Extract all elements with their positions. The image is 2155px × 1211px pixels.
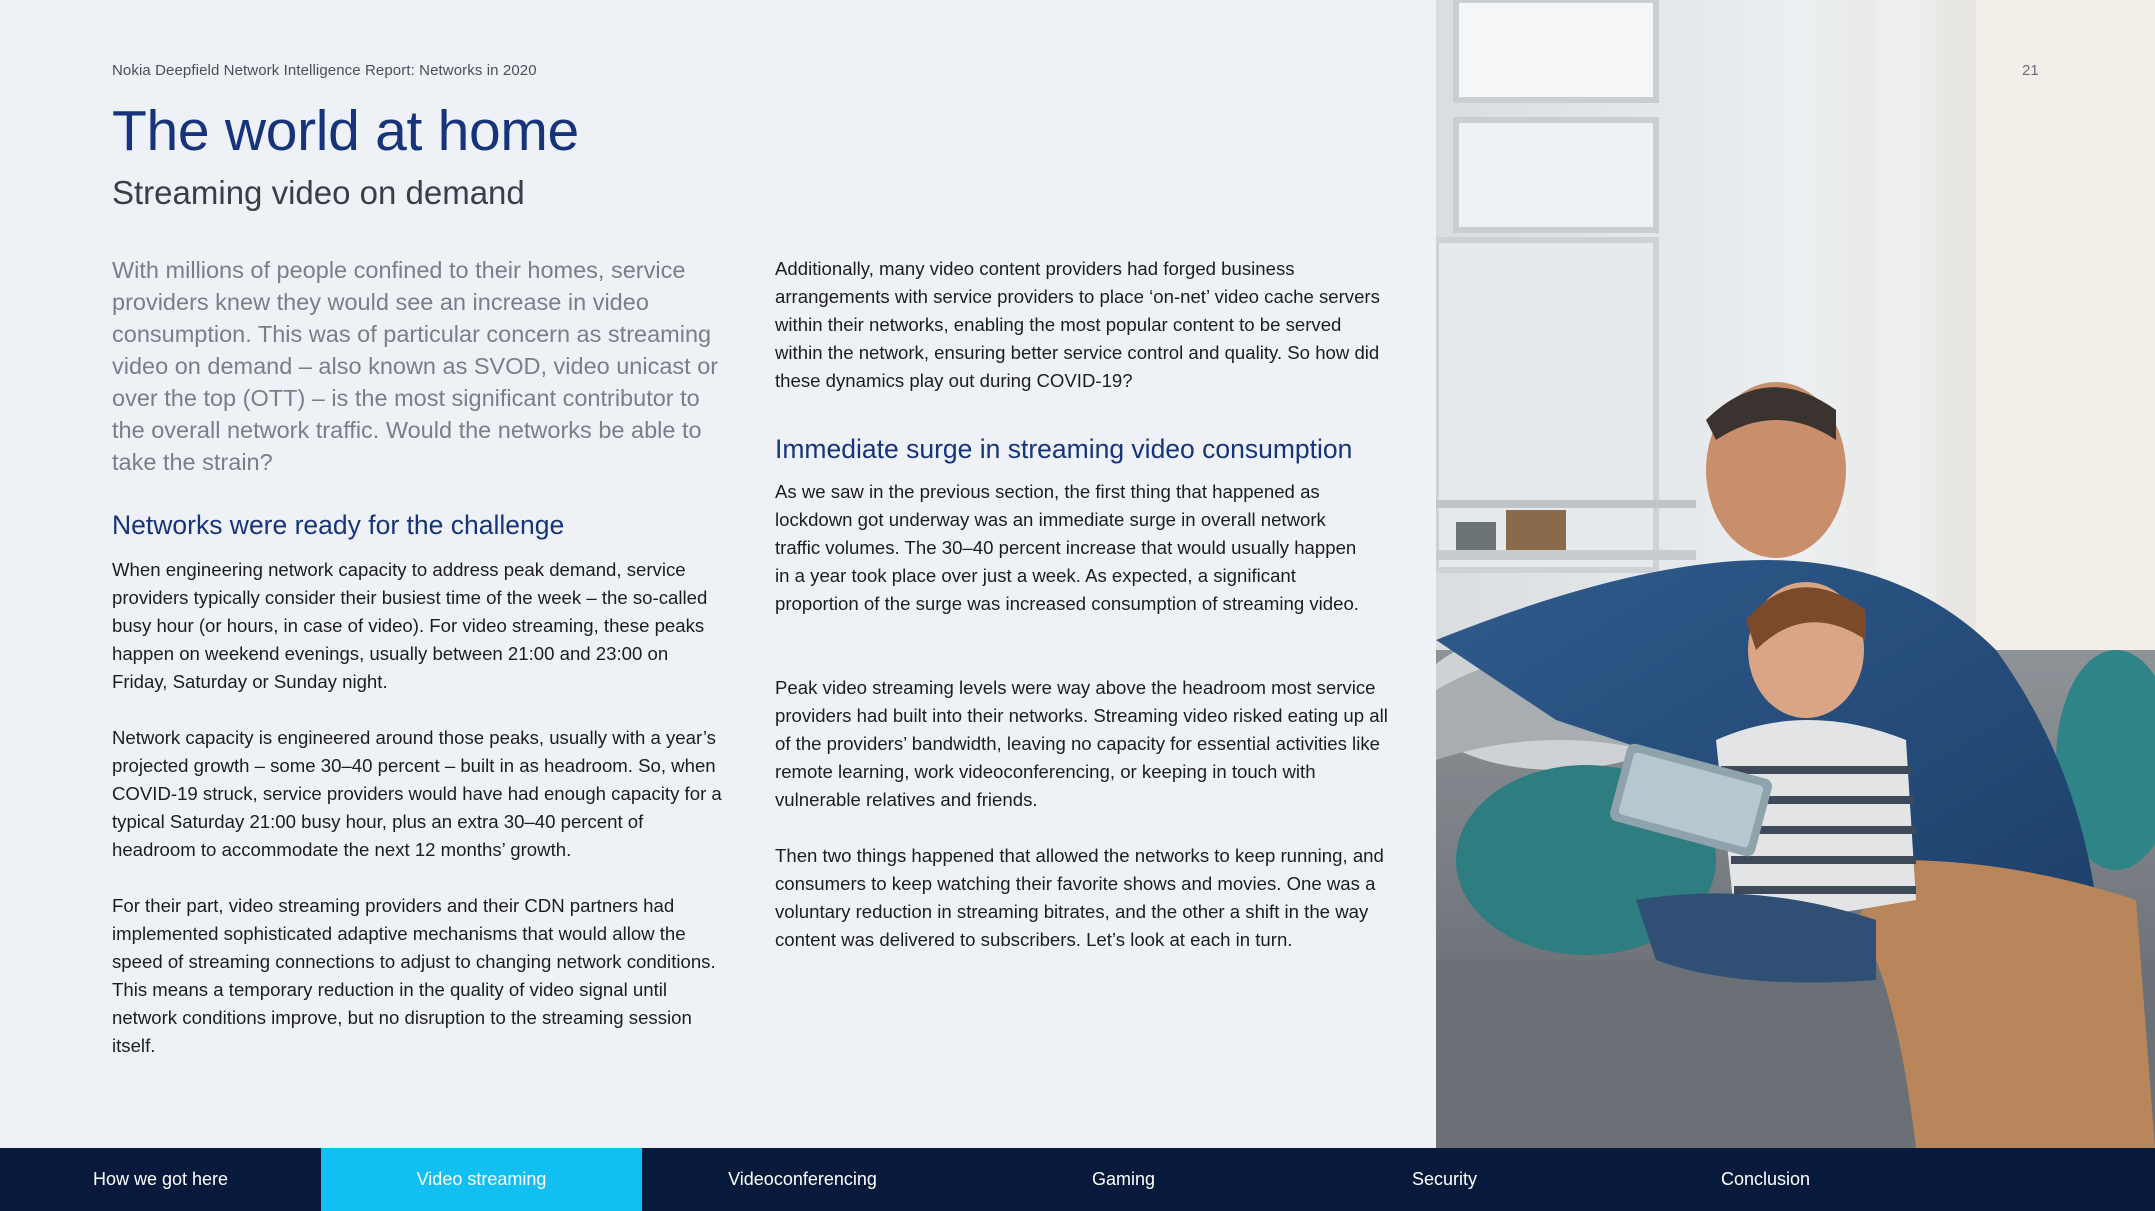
nav-item-conclusion[interactable]: Conclusion [1720, 1169, 1811, 1189]
nav-item-how-we-got-here[interactable]: How we got here [92, 1169, 229, 1189]
section-heading-immediate-surge: Immediate surge in streaming video consumption [775, 434, 1353, 464]
report-header: Nokia Deepfield Network Intelligence Report: Networks in 2020 [112, 62, 537, 79]
page-subtitle: Streaming video on demand [112, 174, 525, 211]
section-nav [0, 1148, 2155, 1211]
body-paragraph: Network capacity is engineered around those peaks, usually with a year’s projected growth – some 30–40 percent – built in as headroom. So, when COVID-19 struck, service providers would have had enough capacity for a typical Saturday 21:00 busy hour, plus an extra 30–40 percent of headroom to accommodate the next 12 months’ growth. [112, 727, 722, 860]
body-paragraph: Additionally, many video content providers had forged business arrangements with service providers to place ‘on-net’ video cache servers within their networks, enabling the most popular content to be served within the network, ensuring better service control and quality. So how did these dynamics play out during COVID-19? [775, 258, 1380, 391]
section-heading-networks-ready: Networks were ready for the challenge [112, 510, 565, 540]
body-paragraph: Peak video streaming levels were way above the headroom most service providers had built into their networks. Streaming video risked eating up all of the providers’ bandwidth, leaving no capacity for essential activities like remote learning, work videoconferencing, or keeping in touch with vulnerable relatives and friends. [775, 677, 1388, 810]
page-number: 21 [2022, 62, 2039, 79]
family-photo [1436, 0, 2155, 1148]
body-paragraph: When engineering network capacity to address peak demand, service providers typically consider their busiest time of the week – the so-called busy hour (or hours, in case of video). For video streaming, these peaks happen on weekend evenings, usually between 21:00 and 23:00 on Friday, Saturday or Sunday night. [112, 559, 708, 692]
body-paragraph: For their part, video streaming providers and their CDN partners had implemented sophisticated adaptive mechanisms that would allow the speed of streaming connections to adjust to changing network conditions. This means a temporary reduction in the quality of video signal until network conditions improve, but no disruption to the streaming session itself. [112, 895, 716, 1056]
page-title: The world at home [112, 99, 579, 163]
nav-item-security[interactable]: Security [1411, 1169, 1478, 1189]
nav-item-gaming[interactable]: Gaming [1091, 1169, 1156, 1189]
body-paragraph: As we saw in the previous section, the first thing that happened as lockdown got underway was an immediate surge in overall network traffic volumes. The 30–40 percent increase that would usually happen in a year took place over just a week. As expected, a significant proportion of the surge was increased consumption of streaming video. [775, 481, 1359, 614]
body-paragraph: Then two things happened that allowed the networks to keep running, and consumers to keep watching their favorite shows and movies. One was a voluntary reduction in streaming bitrates, and the other a shift in the way content was delivered to subscribers. Let’s look at each in turn. [775, 845, 1384, 950]
nav-item-videoconferencing[interactable]: Videoconferencing [728, 1169, 877, 1189]
nav-item-video-streaming[interactable]: Video streaming [321, 1148, 642, 1211]
lead-paragraph: With millions of people confined to their homes, service providers knew they would see an increase in video consumption. This was of particular concern as streaming video on demand – also known as SVOD, video unicast or over the top (OTT) – is the most significant contributor to the overall network traffic. Would the networks be able to take the strain? [112, 257, 719, 475]
